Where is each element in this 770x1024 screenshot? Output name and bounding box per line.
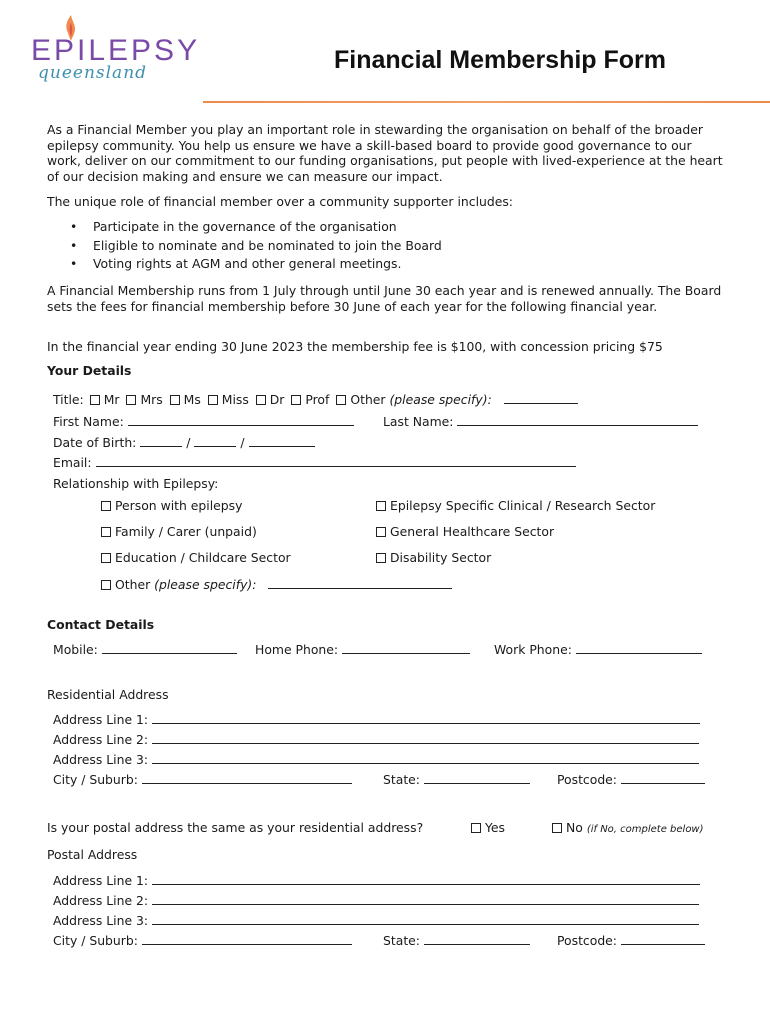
res-city-field[interactable]: [142, 772, 352, 784]
dob-day-field[interactable]: [140, 435, 182, 447]
mobile-row: Mobile:: [53, 642, 237, 657]
list-item: • Voting rights at AGM and other general meetings.: [70, 256, 402, 271]
postal-state-field[interactable]: [424, 933, 530, 945]
postal-line1-field[interactable]: [152, 873, 700, 885]
postal-same-question: Is your postal address the same as your residential address?: [47, 820, 424, 835]
res-city-row: City / Suburb:: [53, 772, 352, 787]
email-row: Email:: [53, 455, 576, 470]
res-state-field[interactable]: [424, 772, 530, 784]
rel-disability-checkbox[interactable]: [376, 553, 386, 563]
title-mr-checkbox[interactable]: [90, 395, 100, 405]
postal-state-row: State:: [383, 933, 530, 948]
postal-same-yes-option[interactable]: Yes: [471, 820, 505, 835]
work-phone-field[interactable]: [576, 642, 702, 654]
home-phone-row: Home Phone:: [255, 642, 470, 657]
residential-address-heading: Residential Address: [47, 687, 169, 702]
benefits-list: [70, 218, 442, 274]
postal-same-no-option[interactable]: No (if No, complete below): [552, 820, 704, 837]
logo-tagline: queensland: [38, 63, 148, 83]
res-postcode-field[interactable]: [621, 772, 705, 784]
page-title: Financial Membership Form: [334, 46, 667, 74]
your-details-heading: Your Details: [47, 363, 132, 378]
work-phone-row: Work Phone:: [494, 642, 702, 657]
first-name-field[interactable]: [128, 414, 354, 426]
title-other-field[interactable]: [504, 392, 578, 404]
rel-education-checkbox[interactable]: [101, 553, 111, 563]
rel-person-checkbox[interactable]: [101, 501, 111, 511]
intro-paragraph-1: As a Financial Member you play an important role in stewarding the organisation on behalf of the broader epilepsy community. You help us ensure we have a skill-based board to provide good governance to our work, deliver on our commitment to our funding organisations, put people with lived-experience at the heart of our decision making and ensure we can measure our impact.: [47, 122, 723, 184]
mobile-field[interactable]: [102, 642, 237, 654]
last-name-field[interactable]: [457, 414, 698, 426]
postal-city-field[interactable]: [142, 933, 352, 945]
postal-postcode-row: Postcode:: [557, 933, 705, 948]
rel-disability-option[interactable]: Disability Sector: [376, 550, 491, 565]
res-state-row: State:: [383, 772, 530, 787]
title-divider: [203, 101, 770, 103]
res-line2-row: Address Line 2:: [53, 732, 699, 747]
contact-details-heading: Contact Details: [47, 617, 155, 632]
title-ms-checkbox[interactable]: [170, 395, 180, 405]
dob-month-field[interactable]: [194, 435, 236, 447]
postal-line1-row: Address Line 1:: [53, 873, 700, 888]
postal-line2-row: Address Line 2:: [53, 893, 699, 908]
postal-line3-field[interactable]: [152, 913, 699, 925]
rel-family-option[interactable]: Family / Carer (unpaid): [101, 524, 257, 539]
res-line3-field[interactable]: [152, 752, 699, 764]
rel-epilepsy-sector-option[interactable]: Epilepsy Specific Clinical / Research Sector: [376, 498, 655, 513]
title-prof-checkbox[interactable]: [291, 395, 301, 405]
rel-healthcare-option[interactable]: General Healthcare Sector: [376, 524, 554, 539]
postal-postcode-field[interactable]: [621, 933, 705, 945]
dob-row: Date of Birth: / /: [53, 435, 315, 450]
postal-same-yes-checkbox[interactable]: [471, 823, 481, 833]
dob-year-field[interactable]: [249, 435, 315, 447]
title-mrs-checkbox[interactable]: [126, 395, 136, 405]
res-line1-row: Address Line 1:: [53, 712, 700, 727]
rel-other-field[interactable]: [268, 577, 452, 589]
rel-family-checkbox[interactable]: [101, 527, 111, 537]
rel-education-option[interactable]: Education / Childcare Sector: [101, 550, 291, 565]
postal-address-heading: Postal Address: [47, 847, 138, 862]
first-name-row: First Name:: [53, 414, 354, 429]
title-other-checkbox[interactable]: [336, 395, 346, 405]
rel-healthcare-checkbox[interactable]: [376, 527, 386, 537]
home-phone-field[interactable]: [342, 642, 470, 654]
title-dr-checkbox[interactable]: [256, 395, 266, 405]
relationship-label: Relationship with Epilepsy:: [53, 476, 219, 491]
title-miss-checkbox[interactable]: [208, 395, 218, 405]
title-row: Title: Mr Mrs Ms Miss Dr Prof Other (please specify):: [53, 392, 578, 407]
intro-paragraph-4: In the financial year ending 30 June 2023 the membership fee is $100, with concession pricing $75: [47, 339, 663, 354]
rel-other-option[interactable]: Other (please specify):: [101, 577, 452, 592]
rel-epilepsy-sector-checkbox[interactable]: [376, 501, 386, 511]
postal-same-no-checkbox[interactable]: [552, 823, 562, 833]
list-item: • Eligible to nominate and be nominated to join the Board: [70, 237, 442, 253]
postal-city-row: City / Suburb:: [53, 933, 352, 948]
intro-paragraph-2: The unique role of financial member over a community supporter includes:: [47, 194, 513, 209]
res-line2-field[interactable]: [152, 732, 699, 744]
email-field[interactable]: [96, 455, 576, 467]
intro-paragraph-3: A Financial Membership runs from 1 July through until June 30 each year and is renewed annually. The Board sets the fees for financial membership before 30 June of each year for the following financial year.: [47, 283, 722, 314]
last-name-row: Last Name:: [383, 414, 698, 429]
list-item: • Participate in the governance of the organisation: [70, 219, 397, 234]
postal-line3-row: Address Line 3:: [53, 913, 699, 928]
res-line1-field[interactable]: [152, 712, 700, 724]
res-postcode-row: Postcode:: [557, 772, 705, 787]
postal-line2-field[interactable]: [152, 893, 699, 905]
rel-person-option[interactable]: Person with epilepsy: [101, 498, 242, 513]
logo-wordmark: EPILEPSY: [31, 34, 201, 67]
res-line3-row: Address Line 3:: [53, 752, 699, 767]
rel-other-checkbox[interactable]: [101, 580, 111, 590]
